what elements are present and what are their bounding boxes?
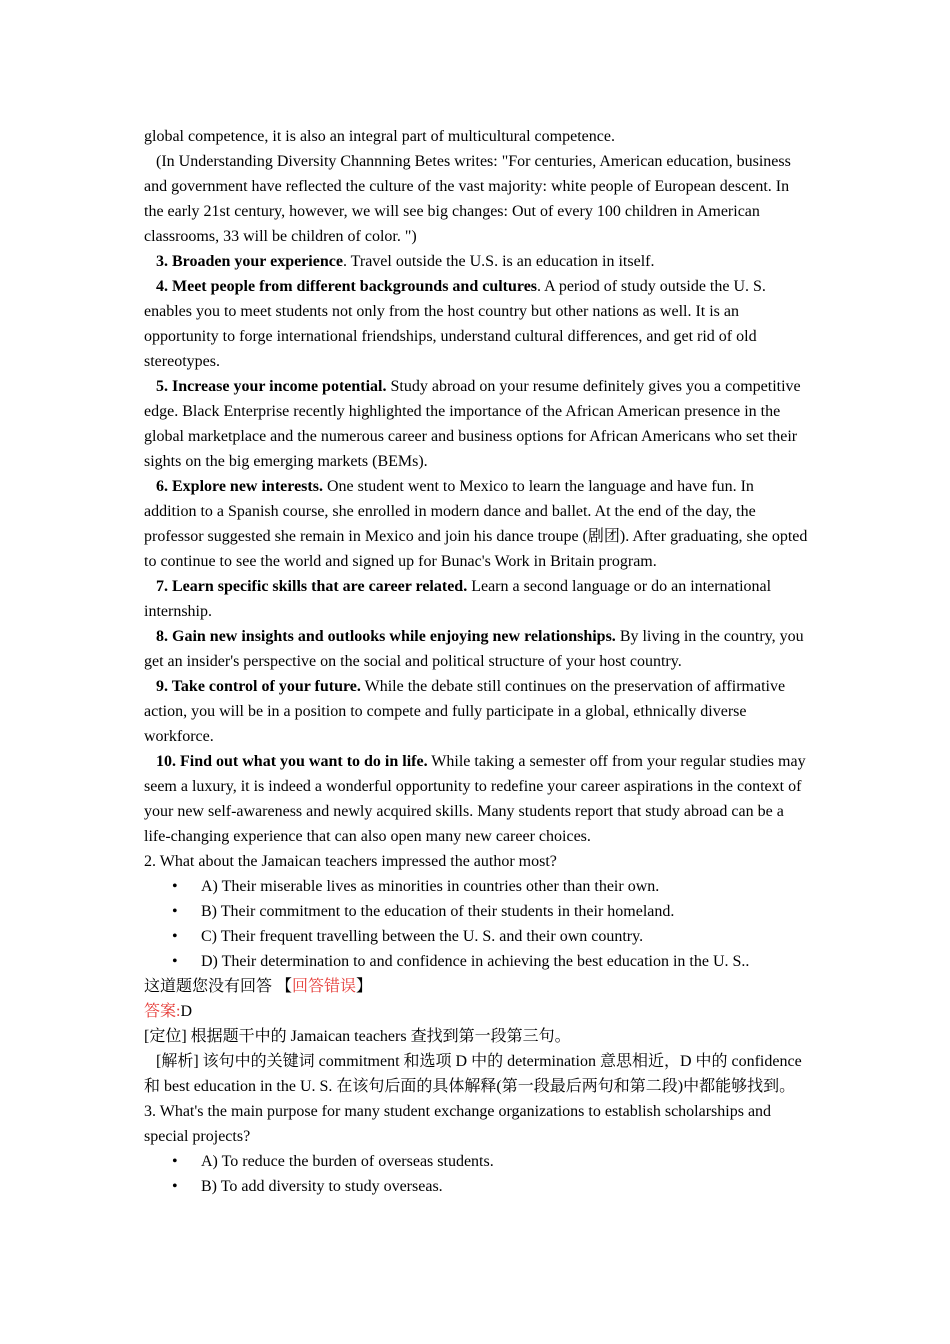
point-heading: 9. Take control of your future. (156, 678, 361, 695)
point-paragraph (144, 624, 810, 674)
point-paragraph (144, 374, 810, 474)
question-2: 2. What about the Jamaican teachers impressed the author most? (144, 853, 557, 870)
point-body: . Travel outside the U.S. is an education in itself. (342, 253, 655, 270)
option-text: A) Their miserable lives as minorities in countries other than their own. (201, 878, 660, 895)
status-text: 这道题您没有回答 (144, 978, 277, 995)
point-heading: 8. Gain new insights and outlooks while enjoying new relationships. (156, 628, 616, 645)
bullet-icon: • (172, 878, 178, 895)
status-bracket-close: 】 (356, 978, 373, 995)
analysis-note: [解析] 该句中的关键词 commitment 和选项 D 中的 determination 意思相近，D 中的 confidence 和 best education in the U. S. 在该句后面的具体解释(第一段最后两句和第二段)中都能够找到。 (144, 1053, 802, 1095)
locate-note: [定位] 根据题干中的 Jamaican teachers 查找到第一段第三句。 (144, 1028, 571, 1045)
point-heading: 4. Meet people from different backgrounds and cultures (156, 278, 538, 295)
option-b[interactable] (144, 899, 810, 924)
point-body: . A period of study outside the U. S. enables you to meet students not only from the host country but other nations as well. It is an opportunity to forge international friendships, understand cultural differences, and get rid of old stereotypes. (144, 278, 766, 370)
option-d[interactable] (144, 949, 810, 974)
answer-label: 答案: (144, 1003, 181, 1020)
point-paragraph (144, 749, 810, 849)
option-b[interactable] (144, 1174, 810, 1199)
point-paragraph (144, 249, 810, 274)
option-text: C) Their frequent travelling between the U. S. and their own country. (201, 928, 644, 945)
answer-line (144, 999, 810, 1024)
option-a[interactable] (144, 874, 810, 899)
point-body: While taking a semester off from your regular studies may seem a luxury, it is indeed a wonderful opportunity to redefine your career aspirations in the context of your new self-awareness and newly acquired skills. Many students report that study abroad can be a life-changing experience that can also open many new career choices. (144, 753, 806, 845)
document-page (144, 124, 810, 1199)
passage-line: global competence, it is also an integral part of multicultural competence. (144, 128, 615, 145)
bullet-icon: • (172, 903, 178, 920)
option-a[interactable] (144, 1149, 810, 1174)
answer-status (144, 974, 810, 999)
point-body: Learn a second language or do an international internship. (144, 578, 772, 620)
question-3: 3. What's the main purpose for many student exchange organizations to establish scholarships and special projects? (144, 1103, 772, 1145)
option-text: B) Their commitment to the education of their students in their homeland. (201, 903, 675, 920)
point-heading: 3. Broaden your experience (156, 253, 343, 270)
point-body: While the debate still continues on the preservation of affirmative action, you will be in a position to compete and fully participate in a global, ethnically diverse workforce. (144, 678, 786, 745)
status-label: 回答错误 (292, 978, 357, 995)
bullet-icon: • (172, 1153, 178, 1170)
point-body: One student went to Mexico to learn the language and have fun. In addition to a Spanish course, she enrolled in modern dance and ballet. At the end of the day, the professor suggested she remain in Mexico and join his dance troupe (剧团). After graduating, she opted to continue to see the world and signed up for Bunac's Work in Britain program. (144, 478, 808, 570)
point-heading: 10. Find out what you want to do in life. (156, 753, 428, 770)
option-c[interactable] (144, 924, 810, 949)
point-heading: 6. Explore new interests. (156, 478, 323, 495)
point-paragraph (144, 574, 810, 624)
option-text: D) Their determination to and confidence in achieving the best education in the U. S.. (201, 953, 750, 970)
answer-value: D (180, 1003, 193, 1020)
status-bracket-open: 【 (276, 978, 293, 995)
bullet-icon: • (172, 928, 178, 945)
question-3-options (144, 1149, 810, 1199)
point-paragraph (144, 674, 810, 749)
question-2-options (144, 874, 810, 974)
point-heading: 5. Increase your income potential. (156, 378, 387, 395)
option-text: A) To reduce the burden of overseas students. (201, 1153, 494, 1170)
point-heading: 7. Learn specific skills that are career related. (156, 578, 468, 595)
point-paragraph (144, 474, 810, 574)
bullet-icon: • (172, 1178, 178, 1195)
bullet-icon: • (172, 953, 178, 970)
quote-paragraph: (In Understanding Diversity Channning Betes writes: "For centuries, American education, business and government have reflected the culture of the vast majority: white people of European descent. In the early 21st century, however, we will see big changes: Out of every 100 children in American classrooms, 33 will be children of color. ") (144, 153, 791, 245)
point-paragraph (144, 274, 810, 374)
point-body: By living in the country, you get an insider's perspective on the social and political structure of your host country. (144, 628, 804, 670)
point-body: Study abroad on your resume definitely gives you a competitive edge. Black Enterprise recently highlighted the importance of the African American presence in the global marketplace and the numerous career and business options for African Americans who set their sights on the big emerging markets (BEMs). (144, 378, 801, 470)
option-text: B) To add diversity to study overseas. (201, 1178, 443, 1195)
